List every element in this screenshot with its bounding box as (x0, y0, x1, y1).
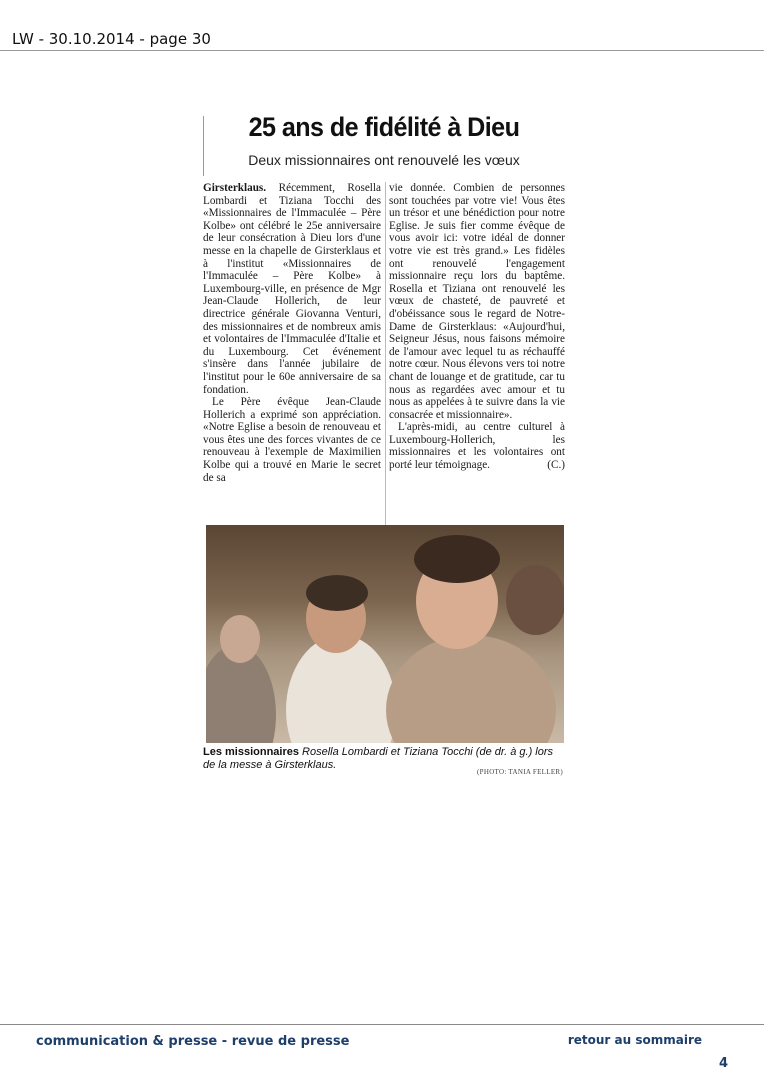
page-number: 4 (718, 1056, 728, 1071)
clipping-source-header: LW - 30.10.2014 - page 30 (12, 30, 211, 48)
photo-figure (306, 575, 368, 611)
paragraph-text: Récemment, Rosella Lombardi et Tiziana Tocchi des «Missionnaires de l'Immaculée – Père Kolbe» ont célébré le 25e anniversaire de leur consécration à Dieu lors d'une messe en la chapelle de Girsterklaus et à l'institut «Missionnaires de l'Immaculée – Père Kolbe» à Luxembourg-ville, en présence de Mgr Jean-Claude Hollerich, de leur directrice générale Giovanna Venturi, des missionnaires et de nombreux amis et volontaires de l'Immaculée d'Italie et du Luxembourg. Cet événement s'insère dans l'année jubilaire de l'institut pour le 60e anniversaire de sa fondation. (203, 182, 381, 396)
caption-label: Les missionnaires (203, 746, 299, 758)
footer-label: communication & presse - revue de presse (36, 1034, 350, 1049)
article-subheadline: Deux missionnaires ont renouvelé les vœux (248, 152, 520, 168)
header-divider (0, 50, 764, 51)
paragraph: Le Père évêque Jean-Claude Hollerich a exprimé son appréciation. «Notre Eglise a besoin de renouveau et vous êtes une des forces vivantes de ce renouveau à l'exemple de Maximilien Kolbe qui a trouvé en Marie le secret de sa (203, 396, 381, 484)
photo-figure (506, 565, 564, 635)
back-to-summary-link[interactable]: retour au sommaire (567, 1033, 702, 1047)
photo-figure (414, 535, 500, 583)
photo-credit: (PHOTO: TANIA FELLER) (477, 768, 563, 776)
photo-figure (386, 635, 556, 743)
caption-text: Rosella Lombardi et Tiziana Tocchi (de dr. à g.) lors de la messe à Girsterklaus. (203, 746, 554, 771)
author-signature: (C.) (547, 459, 565, 472)
paragraph (203, 182, 381, 396)
photo-figure (220, 615, 260, 663)
paragraph: vie donnée. Combien de personnes sont touchées par votre vie! Vous êtes un trésor et une bénédiction pour notre Eglise. Je suis fier comme évêque de vous avoir ici: votre idéal de donner votre vie est très grand.» Les fidèles ont renouvelé l'engagement missionnaire reçu lors du baptême. Rosella et Tiziana ont renouvelé les vœux de chasteté, de pauvreté et d'obéissance sous le regard de Notre-Dame de Girsterklaus: «Aujourd'hui, Seigneur Jésus, nous faisons mémoire de l'amour avec lequel tu as réchauffé notre cœur. Nous élevons vers toi notre chant de louange et de gratitude, car tu nous as regardées avec amour et tu nous as appelées à te suivre dans la vie consacrée et missionnaire». (389, 182, 565, 421)
dateline: Girsterklaus. (203, 182, 267, 194)
article-photo (206, 525, 564, 743)
paragraph-text: L'après-midi, au centre culturel à Luxembourg-Hollerich, les missionnaires et les volontaires ont porté leur témoignage. (389, 421, 565, 472)
paragraph (389, 421, 565, 471)
footer-divider (0, 1024, 764, 1025)
article-clipping (203, 112, 565, 780)
article-headline: 25 ans de fidélité à Dieu (248, 112, 520, 142)
